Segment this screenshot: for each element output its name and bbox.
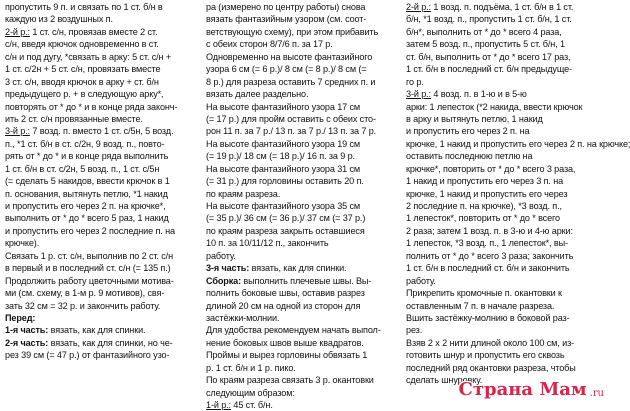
text-line <box>406 250 607 262</box>
text-segment: зать 32 см = 32 р. и закончить работу. <box>5 300 161 311</box>
text-line <box>406 13 607 25</box>
text-segment: крючке, 1 накид и пропустить его через 2 п. на крючке; <box>406 138 630 149</box>
row-label: 2-й р.: <box>5 26 30 37</box>
text-line <box>206 175 400 187</box>
text-segment: нение боковых швов выше квадратов. <box>206 337 364 348</box>
row-label: 2-й р.: <box>406 2 431 12</box>
text-segment: готовить шнур и пропустить его сквозь <box>406 350 565 361</box>
text-segment: рез. <box>406 325 423 336</box>
text-line <box>5 101 200 113</box>
text-line <box>406 26 607 38</box>
text-segment: 2 последние п. на крючке), *3 возд. п., <box>406 201 562 211</box>
text-segment: повторять от * до * и в конце ряда законч- <box>5 101 178 112</box>
text-line <box>406 113 607 125</box>
text-line <box>206 51 400 63</box>
text-line <box>5 287 200 299</box>
text-line <box>406 163 607 175</box>
text-segment: ветствующую схему), при этом прибавить <box>206 26 379 37</box>
text-segment: застёжки-молнии. <box>206 312 280 323</box>
text-segment: сделать шнуровку. <box>406 375 483 386</box>
text-line <box>206 125 400 137</box>
text-segment: п. основания, вытянуть петлю, *1 накид <box>5 188 168 199</box>
text-segment: На высоте фантазийного узора 19 см <box>206 138 361 149</box>
text-segment: 1 ст. б/н в ст. с/2н, 5 возд. п., 1 ст. с/5н <box>5 163 160 174</box>
text-line <box>206 150 400 162</box>
text-segment: го р. <box>406 76 424 87</box>
text-line <box>406 88 607 100</box>
text-segment: Продолжить работу цветочными мотива- <box>5 275 174 286</box>
text-line <box>5 38 200 50</box>
text-column-2 <box>206 1 400 410</box>
text-segment: полнить от * до * всего 3 раза; закончить <box>406 250 574 261</box>
text-line <box>206 324 400 336</box>
text-line <box>406 337 607 349</box>
text-segment: рон 11 п. за 7 р./ 13 п. за 7 р./ 13 п. за 7 р. <box>206 126 377 137</box>
text-segment: На высоте фантазийного узора 17 см <box>206 101 361 112</box>
text-line <box>406 188 607 200</box>
text-segment: 1 ст. с/2н + 5 ст. с/н, провязать вместе <box>5 64 161 75</box>
text-line <box>5 275 200 287</box>
text-line <box>5 125 200 137</box>
text-line <box>206 399 400 411</box>
text-line <box>5 51 200 63</box>
text-segment: вязать, как для спинки, но че- <box>48 337 173 348</box>
text-line <box>206 387 400 399</box>
text-segment: с/н и под дугу, *связать в арку: 5 ст. с/н + <box>5 51 172 62</box>
text-line <box>206 262 400 274</box>
text-line <box>406 63 607 75</box>
text-segment: по краям разреза закрыть оставшиеся <box>206 225 365 236</box>
text-segment: По краям разреза связать 3 р. окантовки <box>206 375 374 386</box>
text-line <box>406 1 607 13</box>
text-line <box>5 237 200 249</box>
text-line <box>5 63 200 75</box>
text-line <box>5 188 200 200</box>
text-line <box>206 275 400 287</box>
text-segment: На высоте фантазийного узора 35 см <box>206 201 361 211</box>
text-line <box>206 26 400 38</box>
row-label: 3-й р.: <box>406 89 431 100</box>
text-line <box>206 76 400 88</box>
text-line <box>406 125 607 137</box>
text-segment: 1 лепесток*, повторить от * до * всего <box>406 213 560 224</box>
text-segment: вязать, как для спинки. <box>48 325 146 336</box>
text-line <box>406 200 607 212</box>
text-line <box>406 38 607 50</box>
text-segment: каждую из 2 воздушных п. <box>5 14 113 25</box>
text-line <box>406 324 607 336</box>
text-segment: работу. <box>406 275 436 286</box>
text-segment: крючке*, повторить от * до * всего 3 раза, <box>406 163 576 174</box>
text-line <box>406 275 607 287</box>
text-segment: работу. <box>206 250 236 261</box>
text-segment: 1 ст. б/н в последний ст. б/н предыдуще- <box>406 64 572 75</box>
section-heading: Перед: <box>5 312 36 323</box>
text-segment: ра (измерено по центру работы) снова <box>206 2 366 12</box>
text-line <box>5 113 200 125</box>
text-line <box>406 175 607 187</box>
text-line <box>5 175 200 187</box>
text-line <box>206 63 400 75</box>
text-segment: оставленным 7 п. в начале разреза. <box>406 300 555 311</box>
text-segment: 4 возд. п. в 1-ю и в 5-ю <box>430 89 527 100</box>
text-line <box>5 324 200 336</box>
text-segment: 10 п. за 10/11/12 п., закончить <box>206 238 329 249</box>
text-line <box>406 150 607 162</box>
text-segment: арки: 1 лепесток (*2 накида, ввести крючок <box>406 101 583 112</box>
row-label: 3-й р.: <box>5 126 30 137</box>
text-line <box>5 138 200 150</box>
text-line <box>206 374 400 386</box>
text-segment: 7 возд. п. вместо 1 ст. с/5н, 5 возд. <box>29 126 174 137</box>
watermark-domain: .ru <box>589 388 604 399</box>
text-line <box>406 138 630 150</box>
text-line <box>206 13 400 25</box>
text-line <box>406 237 607 249</box>
section-heading: Сборка: <box>206 275 241 286</box>
text-segment: узора 6 см (= 6 р.)/ 8 см (= 8 р.)/ 8 см (= <box>206 64 367 75</box>
site-watermark <box>459 379 604 400</box>
text-segment: вязать далее раздельно. <box>206 89 309 100</box>
text-line <box>5 300 200 312</box>
text-segment: Для удобства рекомендуем начать выпол- <box>206 325 381 336</box>
text-segment: последний ряд окантовки разреза, чтобы <box>406 362 576 373</box>
text-line <box>5 13 200 25</box>
text-column-3 <box>406 1 630 405</box>
text-segment: ст. б/н, выполнить от * до * всего 17 раз, <box>406 51 571 62</box>
text-line <box>206 250 400 262</box>
text-line <box>5 88 200 100</box>
text-segment: вязать фантазийным узором (см. соот- <box>206 14 367 25</box>
text-segment: На высоте фантазийного узора 31 см <box>206 163 361 174</box>
text-segment: Одновременно на высоте фантазийного <box>206 51 373 62</box>
text-segment: крючке, 1 накид и пропустить его через <box>406 188 568 199</box>
text-line <box>206 237 400 249</box>
text-line <box>5 225 200 237</box>
text-line <box>206 362 400 374</box>
text-line <box>206 113 400 125</box>
text-line <box>5 163 200 175</box>
text-line <box>5 312 200 324</box>
text-line <box>406 287 607 299</box>
text-segment: б/н, *1 возд. п., пропустить 1 ст. б/н, 1 ст. <box>406 14 572 25</box>
text-line <box>5 76 200 88</box>
text-segment: выполнить от * до * всего 5 раз, 1 накид <box>5 213 169 224</box>
text-segment: крючке). <box>5 238 40 249</box>
text-segment: длиной 20 см на одной из сторон для <box>206 300 361 311</box>
text-segment: следующим образом: <box>206 387 295 398</box>
text-line <box>206 101 400 113</box>
text-segment: ить 2 ст. с/н провязанные вместе. <box>5 113 143 124</box>
text-segment: оставить последнюю петлю на <box>406 151 533 162</box>
text-segment: в арку и вытянуть петлю, 1 накид <box>406 113 543 124</box>
text-segment: в первый и в последний ст. с/н (= 135 п.) <box>5 263 171 274</box>
text-line <box>206 312 400 324</box>
text-segment: Прикрепить кромочные п. окантовки к <box>406 288 562 299</box>
text-line <box>5 250 200 262</box>
watermark-brand: Страна Мам <box>458 379 587 400</box>
text-column-1 <box>5 1 200 405</box>
text-segment: Связать 1 р. ст. с/н, выполнив по 2 ст. с/н <box>5 250 173 261</box>
text-line <box>406 349 607 361</box>
text-segment: Вшить застёжку-молнию в боковой раз- <box>406 312 570 323</box>
text-line <box>406 51 607 63</box>
text-line <box>206 349 400 361</box>
text-segment: (= 17 р.) для пройм оставить с обеих сто- <box>206 113 376 124</box>
row-label: 1-й р.: <box>206 400 231 410</box>
text-segment: Проймы и вырез горловины обвязать 1 <box>206 350 368 361</box>
section-heading: 3-я часть: <box>206 263 250 274</box>
text-segment: Взяв 2 х 2 нити длиной около 100 см, из- <box>406 337 575 348</box>
text-line <box>5 349 200 361</box>
text-line <box>406 312 607 324</box>
text-line <box>206 163 400 175</box>
text-segment: (= 31 р.) для горловины оставить 20 п. <box>206 176 364 187</box>
text-line <box>406 76 607 88</box>
text-line <box>206 287 400 299</box>
text-segment: рез 39 см (= 47 р.) от фантазийного узо- <box>5 350 170 361</box>
text-segment: полнить боковые швы, оставив разрез <box>206 288 365 299</box>
text-line <box>206 1 400 13</box>
text-line <box>206 212 400 224</box>
text-line <box>206 337 400 349</box>
text-segment: р. 1 ст. б/н и 1 р. пико. <box>206 362 296 373</box>
text-line <box>406 300 607 312</box>
text-segment: рять от * до * и в конце ряда выполнить <box>5 151 169 162</box>
text-line <box>406 101 607 113</box>
text-line <box>5 262 200 274</box>
text-line <box>5 1 200 13</box>
text-segment: пропустить 9 п. и связать по 1 ст. б/н в <box>5 2 163 12</box>
text-line <box>406 362 607 374</box>
text-segment: (= 19 р.)/ 18 см (= 18 р.)/ 16 п. за 9 р. <box>206 151 355 162</box>
text-segment: 1 лепесток, *3 возд. п., 1 лепесток*, вы- <box>406 238 568 249</box>
text-line <box>406 262 607 274</box>
text-line <box>5 337 200 349</box>
text-segment: (= сделать 5 накидов, ввести крючок в 1 <box>5 176 170 187</box>
text-line <box>206 188 400 200</box>
text-segment: 1 ст. с/н, провязав вместе 2 ст. <box>29 26 158 37</box>
text-line <box>206 138 400 150</box>
text-segment: с обеих сторон 8/7/6 п. за 17 р. <box>206 39 333 50</box>
text-segment: по краям разреза. <box>206 188 281 199</box>
text-segment: выполнить плечевые швы. Вы- <box>240 275 372 286</box>
text-line <box>206 300 400 312</box>
text-segment: 1 возд. п. подъёма, 1 ст. б/н в 1 ст. <box>430 2 574 12</box>
text-segment: 1 ст. б/н в последний ст. б/н и закончить <box>406 263 570 274</box>
text-line <box>5 150 200 162</box>
section-heading: 2-я часть: <box>5 337 49 348</box>
text-segment: вязать, как для спинки. <box>249 263 347 274</box>
text-segment: затем 5 возд. п., пропустить 5 ст. б/н, 1 <box>406 39 565 50</box>
text-segment: п., *1 ст. б/н в ст. с/2н, 9 возд. п., повто- <box>5 138 165 149</box>
text-segment: ми (см. схему, в 1-м р. 9 мотивов), свя- <box>5 288 165 299</box>
text-segment: 45 ст. б/н. <box>230 400 273 410</box>
text-segment: предыдущего р. + в следующую арку*, <box>5 89 164 100</box>
text-segment: с/н, введя крючок одновременно в ст. <box>5 39 159 50</box>
text-segment: 1 накид и пропустить его через 3 п. на <box>406 176 564 187</box>
text-segment: 8 р.) для разреза оставить 7 средних п. и <box>206 76 376 87</box>
text-line <box>206 200 400 212</box>
text-line <box>206 225 400 237</box>
text-line <box>406 212 607 224</box>
text-line <box>206 38 400 50</box>
text-segment: (= 35 р.)/ 36 см (= 36 р.)/ 37 см (= 37 р.) <box>206 213 366 224</box>
text-line <box>406 225 607 237</box>
text-segment: и пропустить его через 2 п. на крючке*, <box>5 201 166 211</box>
text-line <box>5 200 200 212</box>
text-segment: б/н*, выполнить от * до * всего 4 раза, <box>406 26 562 37</box>
section-heading: 1-я часть: <box>5 325 49 336</box>
text-segment: и пропустить его через 2 последние п. на <box>5 225 175 236</box>
text-line <box>5 212 200 224</box>
text-line <box>5 26 200 38</box>
text-segment: 2 раза; затем 1 возд. п. в 3-ю и 4-ю арки: <box>406 225 573 236</box>
text-line <box>206 88 400 100</box>
text-segment: 3 ст. с/н, вводя крючок в арку + ст. б/н <box>5 76 159 87</box>
text-segment: и пропустить его через 2 п. на <box>406 126 530 137</box>
